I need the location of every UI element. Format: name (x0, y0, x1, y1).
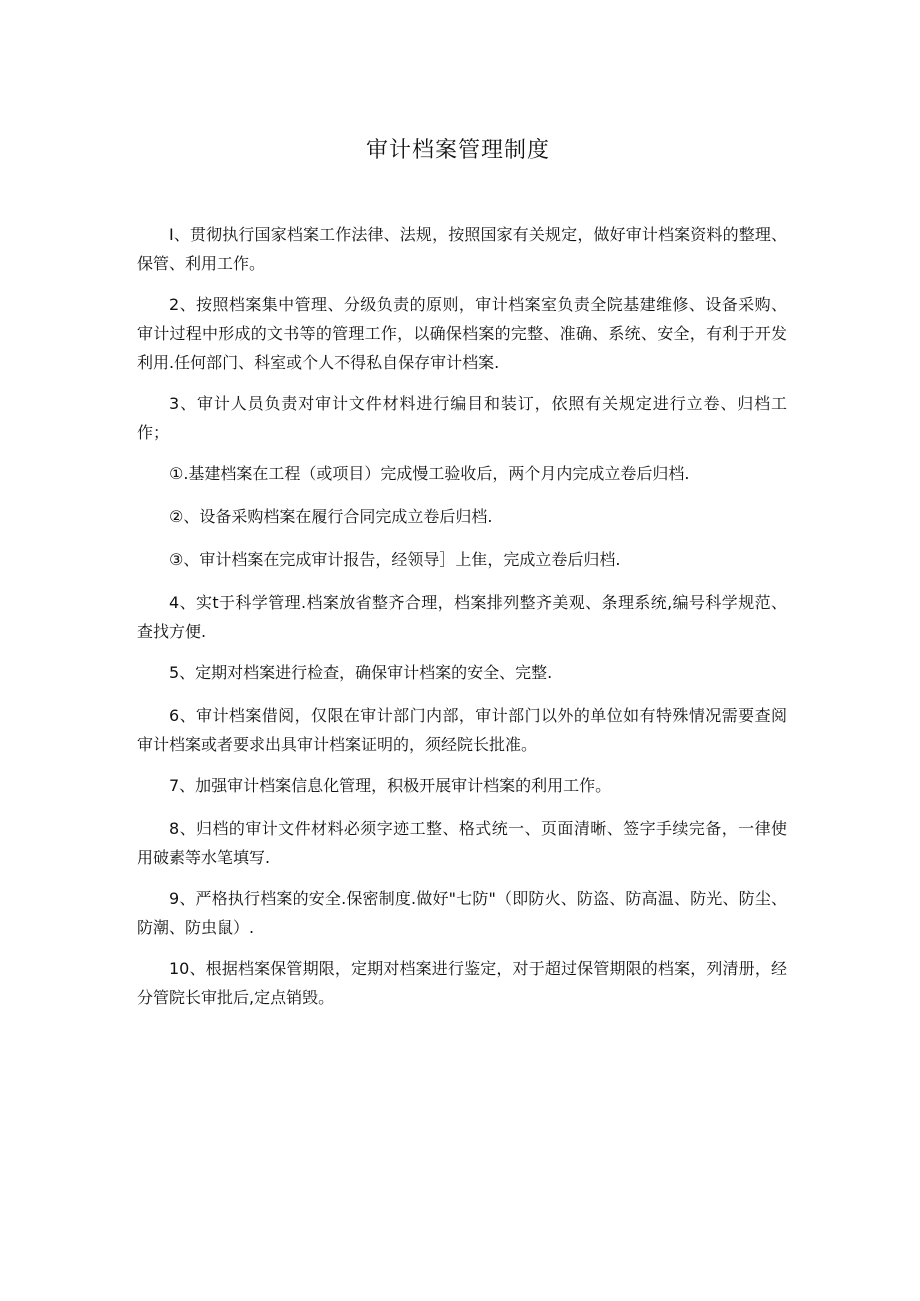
paragraph-2: 2、按照档案集中管理、分级负责的原则，审计档案室负责全院基建维修、设备采购、审计过程中形成的文书等的管理工作，以确保档案的完整、准确、系统、安全，有利于开发利用.任何部门、科室或个人不得私自保存审计档案. (137, 295, 787, 372)
paragraph-7: 7、加强审计档案信息化管理，积极开展审计档案的利用工作。 (169, 776, 612, 795)
paragraph-10: 10、根据档案保管期限，定期对档案进行鉴定，对于超过保管期限的档案，列清册，经分管院长审批后,定点销毁。 (137, 959, 787, 1007)
paragraph-5: 5、定期对档案进行检查，确保审计档案的安全、完整. (169, 663, 553, 682)
paragraph-9: 9、严格执行档案的安全.保密制度.做好"七防"（即防火、防盗、防高温、防光、防尘、防潮、防虫鼠）. (137, 889, 787, 937)
sub-item-3: ③、审计档案在完成审计报告，经领导］上隹，完成立卷后归档. (169, 550, 621, 569)
paragraph-6: 6、审计档案借阅，仅限在审计部门内部，审计部门以外的单位如有特殊情况需要查阅审计档案或者要求出具审计档案证明的，须经院长批准。 (137, 706, 787, 754)
paragraph-3: 3、审计人员负责对审计文件材料进行编目和装订，依照有关规定进行立卷、归档工作； (137, 394, 787, 442)
document-body (137, 220, 787, 1024)
document-title: 审计档案管理制度 (365, 138, 550, 163)
paragraph-1: I、贯彻执行国家档案工作法律、法规，按照国家有关规定，做好审计档案资料的整理、保管、利用工作。 (137, 225, 787, 273)
sub-item-1: ①.基建档案在工程（或项目）完成慢工验收后，两个月内完成立卷后归档. (169, 464, 690, 483)
paragraph-4: 4、实t于科学管理.档案放省整齐合理，档案排列整齐美观、条理系统,编号科学规范、查找方便. (137, 593, 787, 641)
paragraph-8: 8、归档的审计文件材料必须字迹工整、格式统一、页面清晰、签字手续完备，一律使用破素等水笔填写. (137, 819, 787, 867)
sub-item-2: ②、设备采购档案在履行合同完成立卷后归档. (169, 507, 493, 526)
